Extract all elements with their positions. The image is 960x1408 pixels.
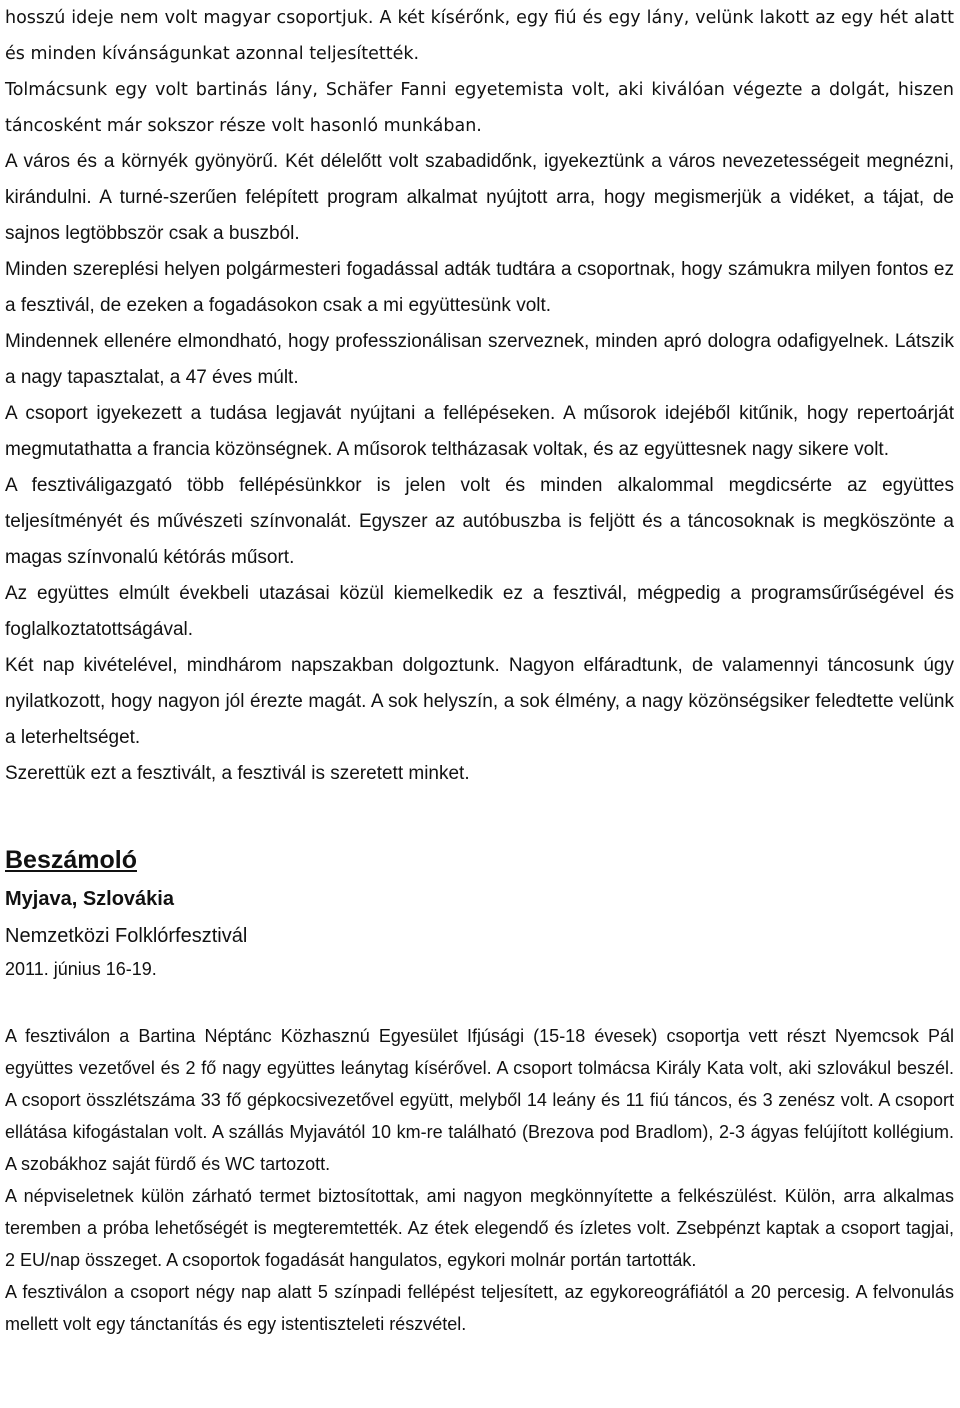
- report-location: Myjava, Szlovákia: [5, 888, 174, 910]
- myjava-report-section: [5, 1020, 954, 1340]
- previous-report-section: [5, 0, 954, 792]
- report-festival-name: Nemzetközi Folklórfesztivál: [5, 925, 248, 947]
- paragraph-organization: Mindennek ellenére elmondható, hogy professzionálisan szerveznek, minden apró dologra odafigyelnek. Látszik a nagy tapasztalat, a 47 éves múlt.: [5, 331, 954, 388]
- paragraph-highlight: Az együttes elmúlt évekbeli utazásai közül kiemelkedik ez a fesztivál, mégpedig a programsűrűségével és foglalkoztatottságával.: [5, 583, 954, 640]
- paragraph-companions: hosszú ideje nem volt magyar csoportjuk. A két kísérőnk, egy fiú és egy lány, velünk lakott az egy hét alatt és minden kívánságunkat azonnal teljesítették.: [5, 8, 954, 64]
- paragraph-facilities: A népviseletnek külön zárható termet biztosítottak, ami nagyon megkönnyítette a felkészülést. Külön, arra alkalmas teremben a próba lehetőségét is megteremtették. Az étek elegendő és ízletes volt. Zsebpénzt kaptak a csoport tagjai, 2 EU/nap összeget. A csoportok fogadását hangulatos, egykori molnár portán tartották.: [5, 1186, 954, 1270]
- paragraph-closing: Szerettük ezt a fesztivált, a fesztivál is szeretett minket.: [5, 763, 470, 784]
- paragraph-receptions: Minden szereplési helyen polgármesteri fogadással adták tudtára a csoportnak, hogy számukra milyen fontos ez a fesztivál, de ezeken a fogadásokon csak a mi együttesünk volt.: [5, 259, 954, 316]
- paragraph-director: A fesztiváligazgató több fellépésünkkor is jelen volt és minden alkalommal megdicsérte az együttes teljesítményét és művészeti színvonalát. Egyszer az autóbuszba is feljött és a táncosoknak is megköszönte a magas színvonalú kétórás műsort.: [5, 475, 954, 568]
- report-date: 2011. június 16-19.: [5, 959, 157, 979]
- paragraph-workload: Két nap kivételével, mindhárom napszakban dolgoztunk. Nagyon elfáradtunk, de valamennyi táncosunk úgy nyilatkozott, hogy nagyon jól érezte magát. A sok helyszín, a sok élmény, a nagy közönségsiker feledtette velünk a leterheltséget.: [5, 655, 954, 748]
- paragraph-program: A fesztiválon a csoport négy nap alatt 5 színpadi fellépést teljesített, az egykoreográfiától a 20 percesig. A felvonulás mellett volt egy tánctanítás és egy istentiszteleti részvétel.: [5, 1282, 954, 1334]
- paragraph-performances: A csoport igyekezett a tudása legjavát nyújtani a fellépéseken. A műsorok idejéből kitűnik, hogy repertoárját megmutathatta a francia közönségnek. A műsorok teltházasak voltak, és az együttesnek nagy sikere volt.: [5, 403, 954, 460]
- paragraph-participants: A fesztiválon a Bartina Néptánc Közhasznú Egyesület Ifjúsági (15-18 évesek) csoportja vett részt Nyemcsok Pál együttes vezetővel és 2 fő nagy együttes leánytag kísérővel. A csoport tolmácsa Király Kata volt, aki szlovákul beszél. A csoport összlétszáma 33 fő gépkocsivezetővel együtt, melyből 14 leány és 11 fiú táncos, és 3 zenész volt. A csoport ellátása kifogástalan volt. A szállás Myjavától 10 km-re található (Brezova pod Bradlom), 2-3 ágyas felújított kollégium. A szobákhoz saját fürdő és WC tartozott.: [5, 1026, 954, 1174]
- paragraph-interpreter: Tolmácsunk egy volt bartinás lány, Schäfer Fanni egyetemista volt, aki kiválóan végezte a dolgát, hiszen táncosként már sokszor része volt hasonló munkában.: [5, 80, 954, 136]
- report-title: Beszámoló: [5, 846, 137, 874]
- paragraph-city: A város és a környék gyönyörű. Két délelőtt volt szabadidőnk, igyekeztünk a város nevezetességeit megnézni, kirándulni. A turné-szerűen felépített program alkalmat nyújtott arra, hogy megismerjük a vidéket, a tájat, de sajnos legtöbbször csak a buszból.: [5, 151, 954, 244]
